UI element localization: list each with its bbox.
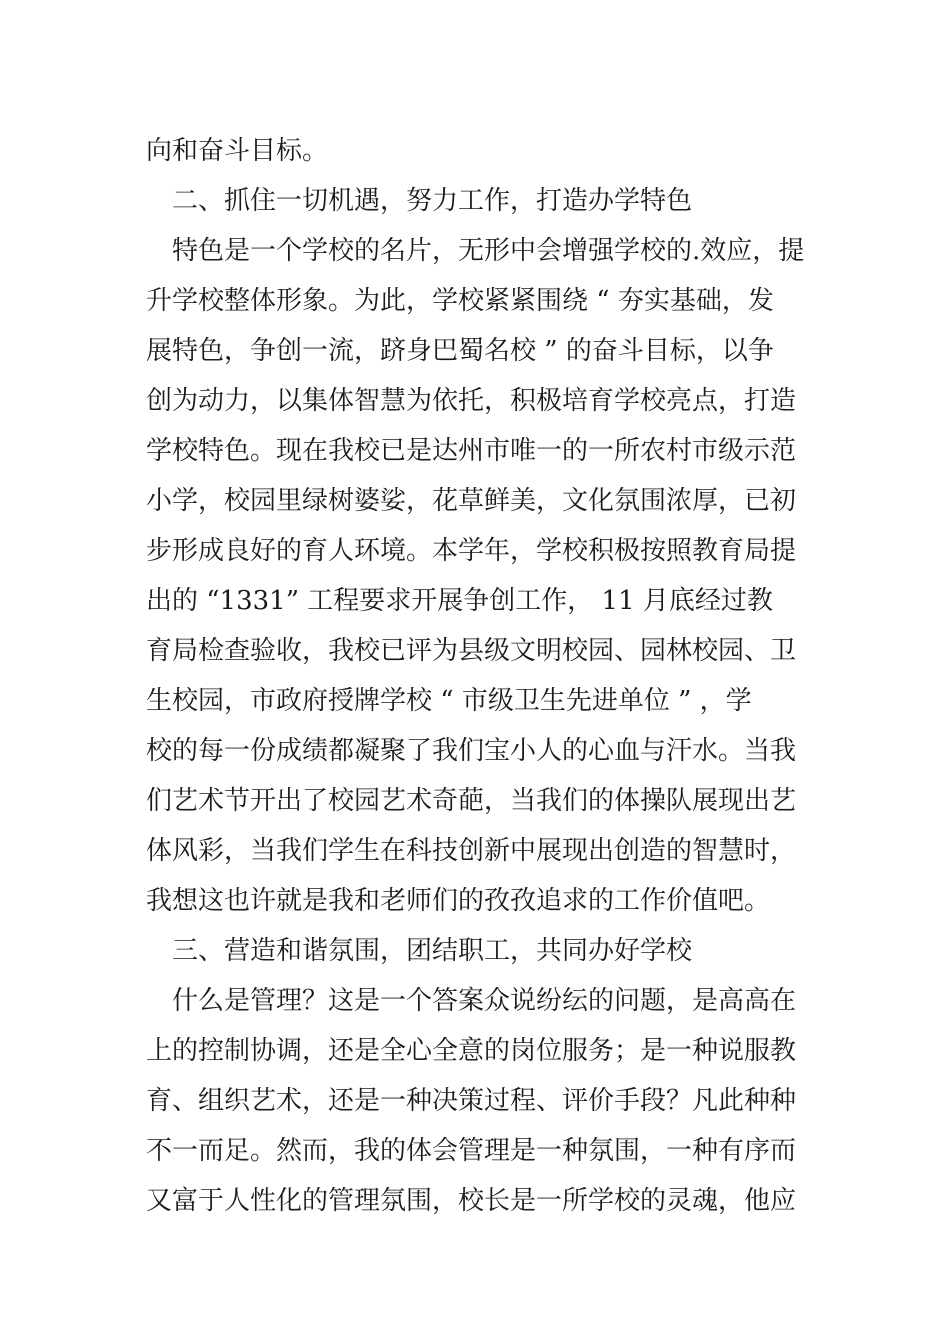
text-line: 升学校整体形象。为此，学校紧紧围绕 “ 夯实基础，发 [146, 286, 774, 316]
text-line: 育局检查验收，我校已评为县级文明校园、园林校园、卫 [146, 636, 797, 666]
text-line: 学校特色。现在我校已是达州市唯一的一所农村市级示范 [146, 436, 797, 466]
text-line: 生校园，市政府授牌学校 “ 市级卫生先进单位 ” ，学 [146, 686, 752, 716]
text-line: 育、组织艺术，还是一种决策过程、评价手段？凡此种种 [146, 1086, 797, 1116]
text-line: 上的控制协调，还是全心全意的岗位服务；是一种说服教 [146, 1036, 797, 1066]
text-line: 我想这也许就是我和老师们的孜孜追求的工作价值吧。 [146, 886, 771, 916]
text-line: 展特色，争创一流，跻身巴蜀名校 ” 的奋斗目标，以争 [146, 336, 774, 366]
text-line: 小学，校园里绿树婆娑，花草鲜美，文化氛围浓厚，已初 [146, 486, 797, 516]
text-line: 校的每一份成绩都凝聚了我们宝小人的心血与汗水。当我 [146, 736, 797, 766]
text-line: 们艺术节开出了校园艺术奇葩，当我们的体操队展现出艺 [146, 786, 797, 816]
text-line: 特色是一个学校的名片，无形中会增强学校的.效应，提 [172, 236, 805, 266]
text-line: 什么是管理？这是一个答案众说纷纭的问题，是高高在 [172, 986, 797, 1016]
text-line: 步形成良好的育人环境。本学年，学校积极按照教育局提 [146, 536, 797, 566]
text-line: 向和奋斗目标。 [146, 136, 329, 166]
text-line: 出的 “1331” 工程要求开展争创工作， 11 月底经过教 [146, 586, 773, 616]
text-line: 体风彩，当我们学生在科技创新中展现出创造的智慧时， [146, 836, 797, 866]
text-line: 不一而足。然而，我的体会管理是一种氛围，一种有序而 [146, 1136, 797, 1166]
text-line: 创为动力，以集体智慧为依托，积极培育学校亮点，打造 [146, 386, 797, 416]
text-line: 又富于人性化的管理氛围，校长是一所学校的灵魂，他应 [146, 1186, 797, 1216]
section-heading-2: 二、抓住一切机遇，努力工作，打造办学特色 [172, 186, 693, 216]
section-heading-3: 三、营造和谐氛围，团结职工，共同办好学校 [172, 936, 693, 966]
